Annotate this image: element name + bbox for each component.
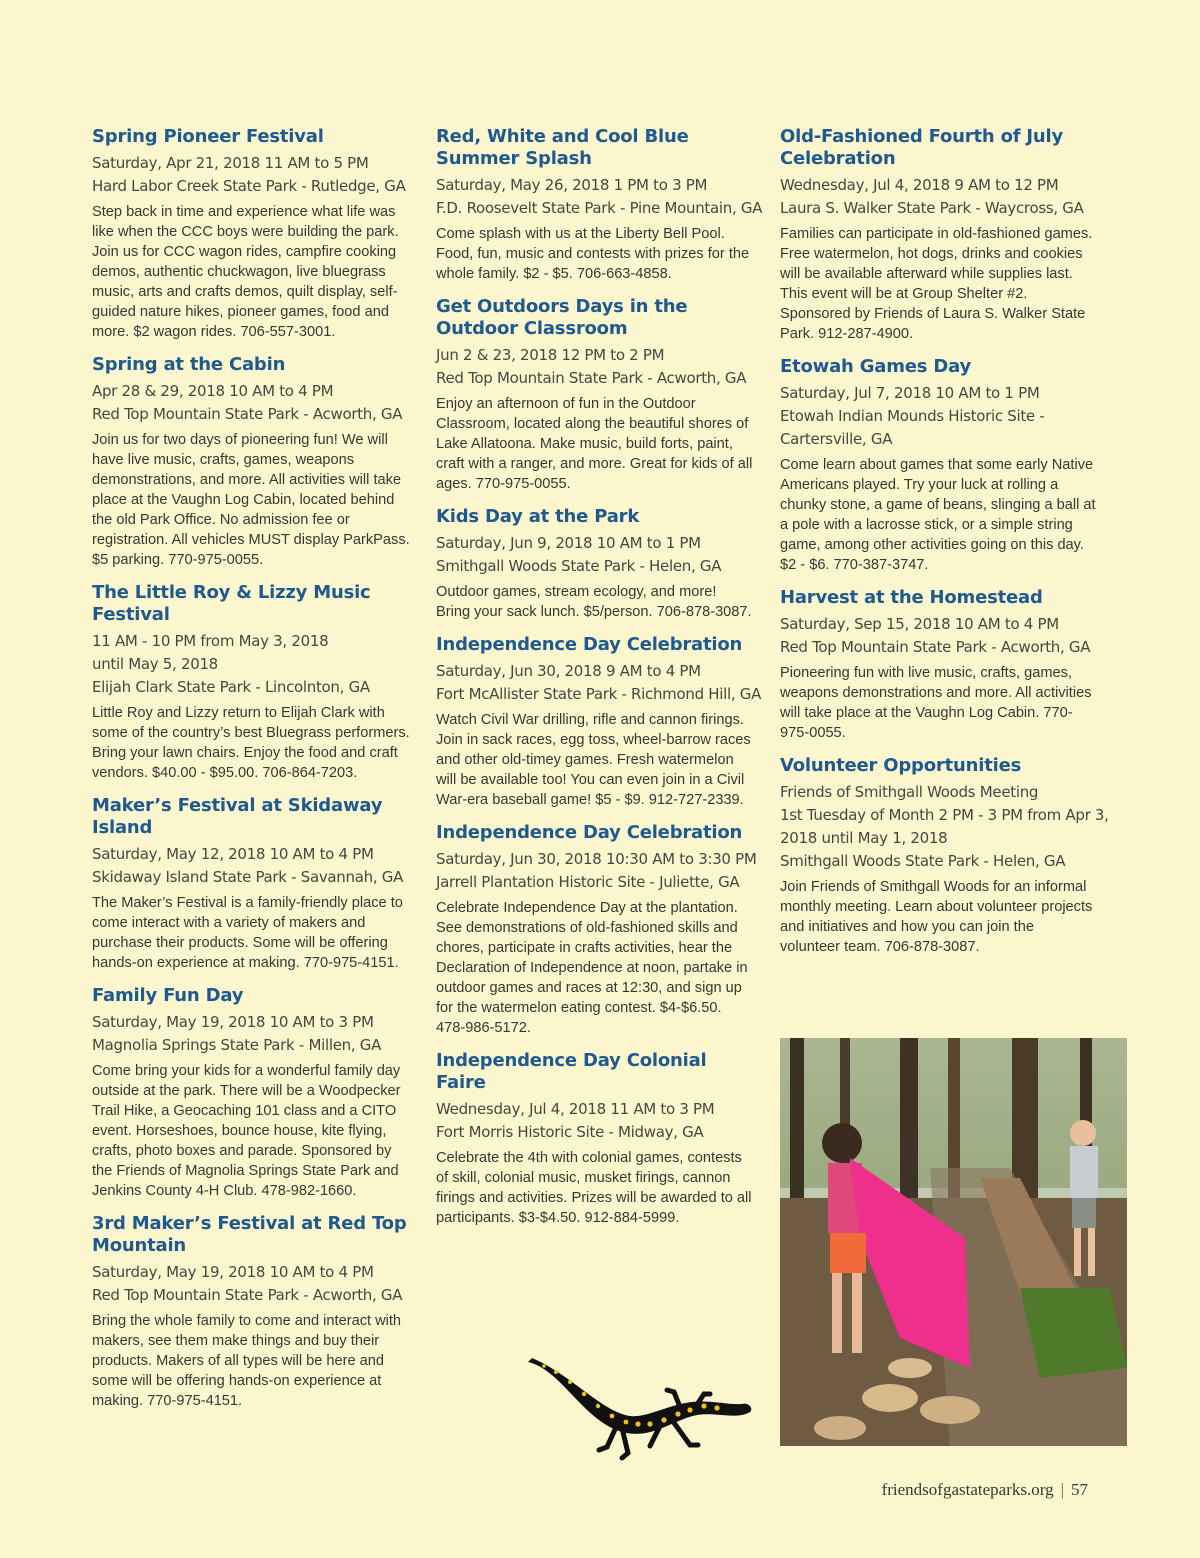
event-listing [436, 506, 754, 622]
event-meta [780, 174, 1098, 220]
event-meta [92, 1011, 410, 1057]
event-meta-line: Cartersville, GA [780, 430, 893, 448]
footer-site: friendsofgastateparks.org [881, 1480, 1054, 1499]
event-description: Come splash with us at the Liberty Bell Pool. Food, fun, music and contests with prizes for the whole family. $2 - $5. 706-663-4858. [436, 226, 750, 282]
event-meta-line: until May 5, 2018 [92, 655, 218, 673]
event-title: 3rd Maker’s Festival at Red Top Mountain [92, 1213, 407, 1256]
event-meta-line: Smithgall Woods State Park - Helen, GA [780, 852, 1066, 870]
event-meta-line: Red Top Mountain State Park - Acworth, GA [92, 1286, 403, 1304]
event-listing [436, 1050, 754, 1228]
event-meta-line: Laura S. Walker State Park - Waycross, GA [780, 199, 1084, 217]
event-meta-line: Saturday, May 19, 2018 10 AM to 3 PM [92, 1013, 374, 1031]
event-meta [436, 174, 763, 220]
event-description: Celebrate the 4th with colonial games, contests of skill, colonial music, musket firings, cannon firings and activities. Prizes will be awarded to all participants. $3-$4.50. 912-884-5999. [436, 1150, 752, 1226]
event-listing [780, 126, 1098, 344]
event-listing [436, 822, 757, 1038]
event-meta-line: Saturday, Jun 30, 2018 10:30 AM to 3:30 PM [436, 850, 757, 868]
event-meta-line: Jun 2 & 23, 2018 12 PM to 2 PM [436, 346, 665, 364]
event-meta-line: Etowah Indian Mounds Historic Site - [780, 407, 1045, 425]
event-meta-line: Fort Morris Historic Site - Midway, GA [436, 1123, 704, 1141]
event-meta-line: Red Top Mountain State Park - Acworth, GA [92, 405, 403, 423]
event-title: Spring Pioneer Festival [92, 126, 324, 147]
event-description: Come learn about games that some early Native Americans played. Try your luck at rolling a chunky stone, a game of beans, slinging a ball at a pole with a lacrosse stick, or a simple string game, among other activities going on this day. $2 - $6. 770-387-3747. [780, 457, 1096, 573]
event-meta [780, 781, 1109, 873]
event-meta [92, 152, 410, 198]
event-meta-line: Friends of Smithgall Woods Meeting [780, 783, 1039, 801]
event-title: Maker’s Festival at Skidaway Island [92, 795, 383, 838]
event-meta-line: Saturday, Jul 7, 2018 10 AM to 1 PM [780, 384, 1040, 402]
event-meta-line: Saturday, Sep 15, 2018 10 AM to 4 PM [780, 615, 1059, 633]
event-meta-line: Elijah Clark State Park - Lincolnton, GA [92, 678, 370, 696]
event-title: Harvest at the Homestead [780, 587, 1043, 608]
column-3 [780, 126, 1109, 969]
event-description: Step back in time and experience what life was like when the CCC boys were building the park. Join us for CCC wagon rides, campfire cooking demos, authentic chuckwagon, live bluegrass music, arts and crafts demos, quilt display, self-guided nature hikes, pioneer games, food and more. $2 wagon rides. 706-557-3001. [92, 204, 399, 340]
event-meta-line: Hard Labor Creek State Park - Rutledge, GA [92, 177, 406, 195]
event-listing [92, 126, 410, 342]
event-description: Celebrate Independence Day at the plantation. See demonstrations of old-fashioned skills and chores, participate in crafts activities, hear the Declaration of Independence at noon, partake in outdoor games and races at 12:30, and sign up for the watermelon eating contest. $4-$6.50. 478-986-5172. [436, 900, 748, 1036]
event-meta-line: Jarrell Plantation Historic Site - Juliette, GA [436, 873, 740, 891]
event-meta-line: Saturday, Jun 30, 2018 9 AM to 4 PM [436, 662, 701, 680]
event-listing [92, 985, 410, 1201]
event-title: Independence Day Colonial Faire [436, 1050, 707, 1093]
event-meta-line: Saturday, Apr 21, 2018 11 AM to 5 PM [92, 154, 369, 172]
event-description: Join us for two days of pioneering fun! We will have live music, crafts, games, weapons demonstrations, and more. All activities will take place at the Vaughn Log Cabin, located behind the old Park Office. No admission fee or registration. All vehicles MUST display ParkPass. $5 parking. 770-975-0055. [92, 432, 410, 568]
column-1 [92, 126, 410, 1423]
event-meta [436, 532, 754, 578]
event-title: Volunteer Opportunities [780, 755, 1022, 776]
event-meta [92, 1261, 410, 1307]
event-meta [436, 344, 754, 390]
event-listing [92, 795, 410, 973]
event-description: Families can participate in old-fashioned games. Free watermelon, hot dogs, drinks and cookies will be available afterward while supplies last. This event will be at Group Shelter #2. Sponsored by Friends of Laura S. Walker State Park. 912-287-4900. [780, 226, 1093, 342]
event-meta-line: Apr 28 & 29, 2018 10 AM to 4 PM [92, 382, 334, 400]
event-listing [92, 354, 410, 570]
event-meta-line: 11 AM - 10 PM from May 3, 2018 [92, 632, 329, 650]
footer-separator: | [1060, 1480, 1064, 1499]
event-meta-line: Saturday, May 12, 2018 10 AM to 4 PM [92, 845, 374, 863]
event-listing [436, 634, 762, 810]
event-listing [92, 582, 410, 783]
event-meta [780, 382, 1098, 451]
event-description: Outdoor games, stream ecology, and more! Bring your sack lunch. $5/person. 706-878-3087. [436, 584, 752, 620]
event-meta [436, 660, 762, 706]
event-meta-line: Saturday, May 26, 2018 1 PM to 3 PM [436, 176, 708, 194]
column-2 [436, 126, 763, 1240]
event-meta [92, 843, 410, 889]
event-title: Independence Day Celebration [436, 634, 743, 655]
event-meta-line: Red Top Mountain State Park - Acworth, GA [780, 638, 1091, 656]
event-title: Old-Fashioned Fourth of July Celebration [780, 126, 1064, 169]
event-meta [436, 848, 757, 894]
event-meta-line: F.D. Roosevelt State Park - Pine Mountain, GA [436, 199, 763, 217]
trail-photo [780, 1038, 1127, 1446]
event-meta-line: Skidaway Island State Park - Savannah, GA [92, 868, 404, 886]
event-description: Enjoy an afternoon of fun in the Outdoor Classroom, located along the beautiful shores of Lake Allatoona. Make music, build forts, paint, craft with a ranger, and more. Great for kids of all ages. 770-975-0055. [436, 396, 753, 492]
event-meta-line: Fort McAllister State Park - Richmond Hill, GA [436, 685, 762, 703]
event-listing [436, 296, 754, 494]
event-description: Bring the whole family to come and interact with makers, see them make things and buy their products. Makers of all types will be here and some will be offering hands-on experience at making. 770-975-4151. [92, 1313, 402, 1409]
event-meta-line: Saturday, May 19, 2018 10 AM to 4 PM [92, 1263, 374, 1281]
event-description: Watch Civil War drilling, rifle and cannon firings. Join in sack races, egg toss, wheel-barrow races and other old-timey games. Fresh watermelon will be available too! You can even join in a Civil War-era baseball game! $5 - $9. 912-727-2339. [436, 712, 751, 808]
event-meta [436, 1098, 754, 1144]
event-meta-line: 2018 until May 1, 2018 [780, 829, 948, 847]
event-title: Independence Day Celebration [436, 822, 743, 843]
event-description: Pioneering fun with live music, crafts, games, weapons demonstrations and more. All activities will take place at the Vaughn Log Cabin. 770-975-0055. [780, 665, 1092, 741]
event-title: Spring at the Cabin [92, 354, 286, 375]
event-title: Family Fun Day [92, 985, 244, 1006]
event-listing [92, 1213, 410, 1411]
page-footer [882, 1480, 1088, 1500]
event-meta [780, 613, 1098, 659]
event-description: The Maker’s Festival is a family-friendly place to come interact with a variety of makers and purchase their products. Some will be offering hands-on experience at making. 770-975-4151. [92, 895, 403, 971]
event-meta [92, 380, 410, 426]
event-meta-line: Red Top Mountain State Park - Acworth, GA [436, 369, 747, 387]
event-meta-line: Wednesday, Jul 4, 2018 9 AM to 12 PM [780, 176, 1059, 194]
salamander-illustration [522, 1350, 757, 1476]
event-listing [780, 755, 1109, 957]
event-meta-line: Smithgall Woods State Park - Helen, GA [436, 557, 722, 575]
event-listing [780, 356, 1098, 575]
event-meta [92, 630, 410, 699]
event-title: Etowah Games Day [780, 356, 972, 377]
event-listing [780, 587, 1098, 743]
event-title: Red, White and Cool Blue Summer Splash [436, 126, 689, 169]
event-listing [436, 126, 763, 284]
event-description: Come bring your kids for a wonderful family day outside at the park. There will be a Woodpecker Trail Hike, a Geocaching 101 class and a CITO event. Horseshoes, bounce house, kite flying, crafts, photo boxes and parade. Sponsored by the Friends of Magnolia Springs State Park and Jenkins County 4-H Club. 478-982-1660. [92, 1063, 401, 1199]
event-meta-line: Saturday, Jun 9, 2018 10 AM to 1 PM [436, 534, 701, 552]
event-title: The Little Roy & Lizzy Music Festival [92, 582, 371, 625]
event-title: Get Outdoors Days in the Outdoor Classroom [436, 296, 688, 339]
event-description: Little Roy and Lizzy return to Elijah Clark with some of the country’s best Bluegrass performers. Bring your lawn chairs. Enjoy the food and craft vendors. $40.00 - $95.00. 706-864-7203. [92, 705, 410, 781]
event-meta-line: 1st Tuesday of Month 2 PM - 3 PM from Apr 3, [780, 806, 1109, 824]
event-meta-line: Magnolia Springs State Park - Millen, GA [92, 1036, 382, 1054]
event-title: Kids Day at the Park [436, 506, 640, 527]
event-meta-line: Wednesday, Jul 4, 2018 11 AM to 3 PM [436, 1100, 715, 1118]
event-description: Join Friends of Smithgall Woods for an informal monthly meeting. Learn about volunteer projects and initiatives and how you can join the volunteer team. 706-878-3087. [780, 879, 1093, 955]
page-number: 57 [1071, 1480, 1088, 1499]
